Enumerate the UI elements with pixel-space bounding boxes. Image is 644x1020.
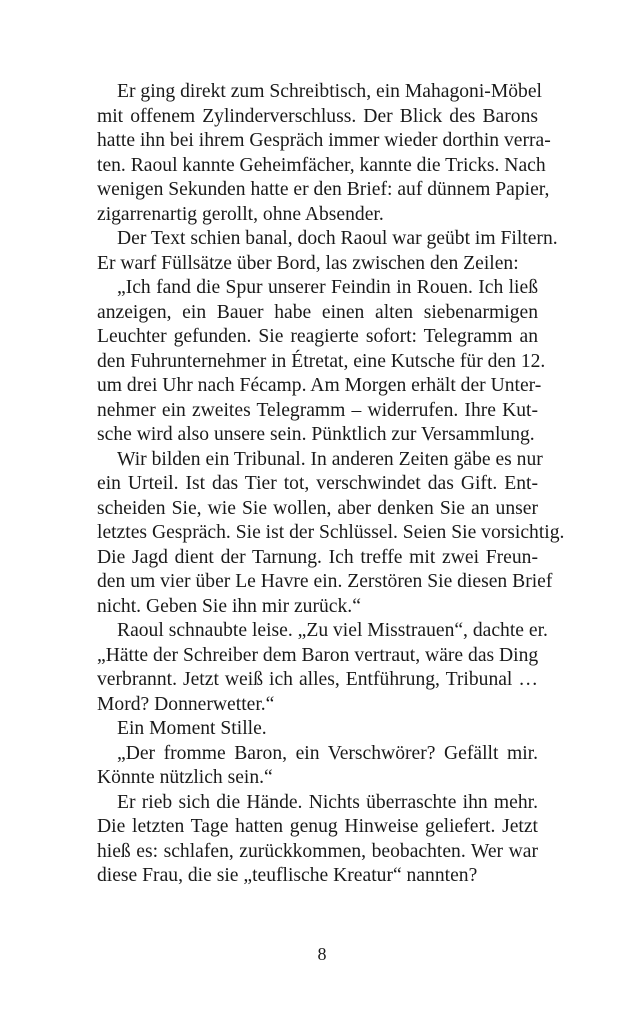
text-line: „Der fromme Baron, ein Verschwörer? Gefällt mir.: [117, 742, 538, 764]
paragraph: [97, 276, 546, 448]
body-text: [97, 80, 565, 889]
paragraph: [97, 791, 538, 889]
text-line: Die Jagd dient der Tarnung. Ich treffe mit zwei Freun-: [97, 546, 538, 568]
text-line: Mord? Donnerwetter.“: [97, 693, 275, 715]
text-line: letztes Gespräch. Sie ist der Schlüssel. Seien Sie vorsichtig.: [97, 522, 565, 543]
text-line: Könnte nützlich sein.“: [97, 767, 273, 788]
text-line: Wir bilden ein Tribunal. In anderen Zeiten gäbe es nur: [117, 448, 543, 470]
paragraph: [97, 619, 548, 717]
text-line: scheiden Sie, wie Sie wollen, aber denken Sie an unser: [97, 497, 538, 519]
paragraph: [97, 742, 538, 791]
text-line: um drei Uhr nach Fécamp. Am Morgen erhält der Unter-: [97, 375, 542, 396]
text-line: Leuchter gefunden. Sie reagierte sofort: Telegramm an: [97, 326, 538, 347]
text-line: den Fuhrunternehmer in Étretat, eine Kutsche für den 12.: [97, 350, 546, 372]
text-line: „Ich fand die Spur unserer Feindin in Rouen. Ich ließ: [117, 277, 538, 298]
page-number: 8: [317, 944, 327, 964]
text-line: Die letzten Tage hatten genug Hinweise geliefert. Jetzt: [97, 816, 538, 837]
text-line: Er ging direkt zum Schreibtisch, ein Mahagoni-Möbel: [117, 81, 542, 102]
text-line: hieß es: schlafen, zurückkommen, beobachten. Wer war: [97, 840, 538, 862]
text-line: sche wird also unsere sein. Pünktlich zur Versammlung.: [97, 424, 535, 445]
text-line: diese Frau, die sie „teuflische Kreatur“ nannten?: [97, 865, 478, 886]
text-line: Ein Moment Stille.: [117, 718, 267, 739]
text-line: nicht. Geben Sie ihn mir zurück.“: [97, 595, 361, 617]
paragraph: [97, 227, 558, 276]
text-line: „Hätte der Schreiber dem Baron vertraut, wäre das Ding: [97, 644, 539, 666]
text-line: hatte ihn bei ihrem Gespräch immer wieder dorthin verra-: [97, 130, 551, 151]
text-line: verbrannt. Jetzt weiß ich alles, Entführung, Tribunal …: [97, 669, 538, 690]
text-line: Der Text schien banal, doch Raoul war geübt im Filtern.: [117, 228, 558, 249]
text-line: Er rieb sich die Hände. Nichts überraschte ihn mehr.: [117, 791, 538, 813]
text-line: anzeigen, ein Bauer habe einen alten siebenarmigen: [97, 301, 538, 323]
paragraph: [97, 717, 538, 742]
paragraph: [97, 80, 551, 227]
text-line: mit offenem Zylinderverschluss. Der Blick des Barons: [97, 105, 538, 127]
text-line: wenigen Sekunden hatte er den Brief: auf dünnem Papier,: [97, 179, 550, 200]
paragraph: [97, 448, 565, 620]
text-line: ten. Raoul kannte Geheimfächer, kannte die Tricks. Nach: [97, 154, 546, 176]
text-line: Raoul schnaubte leise. „Zu viel Misstrauen“, dachte er.: [117, 620, 548, 641]
text-line: nehmer ein zweites Telegramm – widerrufen. Ihre Kut-: [97, 399, 538, 421]
text-line: den um vier über Le Havre ein. Zerstören Sie diesen Brief: [97, 571, 553, 592]
text-line: zigarrenartig gerollt, ohne Absender.: [97, 203, 384, 225]
text-line: Er warf Füllsätze über Bord, las zwischen den Zeilen:: [97, 252, 519, 274]
text-line: ein Urteil. Ist das Tier tot, verschwindet das Gift. Ent-: [97, 473, 538, 494]
